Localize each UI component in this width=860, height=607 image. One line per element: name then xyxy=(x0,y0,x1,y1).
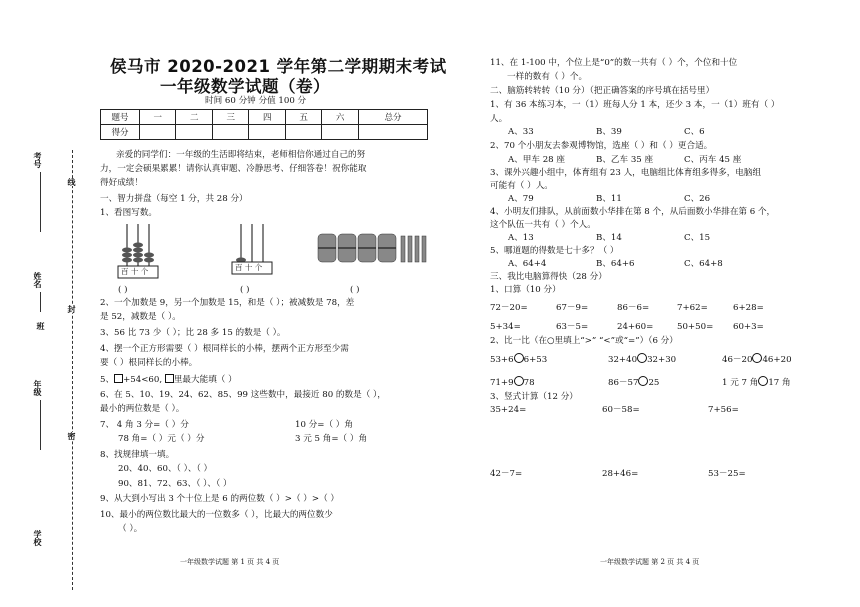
compare-right: 25 xyxy=(648,378,660,388)
binding-label-xingming: 姓名 xyxy=(33,272,43,288)
score-header: 总分 xyxy=(358,110,427,125)
oral-problem[interactable]: 5+34= xyxy=(490,322,521,332)
choice-option[interactable]: C、64+8 xyxy=(684,259,723,269)
score-table xyxy=(100,109,428,140)
question-7d: 3 元 5 角=（ ）角 xyxy=(295,434,368,444)
score-header: 题号 xyxy=(101,110,140,125)
intro-line: 亲爱的同学们：一年级的生活即将结束，老师相信你通过自己的努 xyxy=(116,150,366,160)
choice-4: 4、小明友们排队，从前面数小华排在第 8 个，从后面数小华排在第 6 个， xyxy=(490,207,776,217)
intro-line: 得好成绩！ xyxy=(100,178,143,188)
abacus-label: 百 十 个 xyxy=(121,267,149,276)
compare-right: 6+53 xyxy=(523,355,548,365)
page-footer: 一年级数学试题 第 1 页 共 4 页 xyxy=(180,558,280,566)
score-cell[interactable] xyxy=(358,125,427,140)
vertical-calc-heading: 3、竖式计算（12 分） xyxy=(490,392,578,402)
question-4-cont: 要（ ）根同样长的小棒。 xyxy=(100,358,198,368)
question-5 xyxy=(100,374,237,386)
choice-option[interactable]: A、甲车 28 座 xyxy=(508,155,565,165)
choice-3-cont: 可能有（ ）人。 xyxy=(490,181,553,191)
question-11-cont: 一样的数有（ ）个。 xyxy=(507,72,588,82)
exam-title-line2: 一年级数学试题（卷） xyxy=(160,77,330,96)
score-header: 三 xyxy=(212,110,248,125)
compare-right: 46+20 xyxy=(762,355,792,365)
score-cell[interactable] xyxy=(322,125,358,140)
question-9: 9、从大到小写出 3 个十位上是 6 的两位数（ ）>（ ）>（ ） xyxy=(100,494,339,504)
choice-option[interactable]: B、39 xyxy=(596,127,622,137)
score-cell[interactable] xyxy=(212,125,248,140)
compare-heading: 2、比一比（在○里填上“>” “<”或“=”）（6 分） xyxy=(490,336,678,346)
compare-circle-icon[interactable] xyxy=(637,353,647,363)
exam-subtitle: 时间 60 分钟 分值 100 分 xyxy=(205,96,307,106)
score-header: 四 xyxy=(249,110,285,125)
score-header: 二 xyxy=(176,110,212,125)
answer-blank[interactable]: ( ) xyxy=(350,285,360,295)
oral-problem[interactable]: 24+60= xyxy=(617,322,654,332)
vertical-calc-problem[interactable]: 28+46= xyxy=(602,469,639,479)
question-4: 4、摆一个正方形需要（ ）根同样长的小棒，摆两个正方形至少需 xyxy=(100,344,349,354)
choice-option[interactable]: B、64+6 xyxy=(596,259,635,269)
binding-fill-kaohao xyxy=(40,172,41,232)
vertical-calc-problem[interactable]: 35+24= xyxy=(490,405,527,415)
vertical-calc-problem[interactable]: 53－25= xyxy=(708,469,746,479)
compare-right: 32+30 xyxy=(647,355,677,365)
oral-problem[interactable]: 67－9= xyxy=(556,303,589,313)
question-7c: 78 角=（ ）元（ ）分 xyxy=(118,434,205,444)
compare-left: 46－20 xyxy=(722,355,753,365)
oral-problem[interactable]: 6+28= xyxy=(733,303,764,313)
vertical-calc-problem[interactable]: 7+56= xyxy=(708,405,739,415)
compare-right: 17 角 xyxy=(768,378,791,388)
binding-label-ban: 班 xyxy=(36,322,46,330)
binding-label-xuexiao: 学校 xyxy=(33,530,43,546)
choice-option[interactable]: C、丙车 45 座 xyxy=(684,155,742,165)
compare-circle-icon[interactable] xyxy=(758,376,768,386)
binding-fill-nianji xyxy=(40,400,41,450)
question-1: 1、看图写数。 xyxy=(100,208,158,218)
square-box-icon[interactable] xyxy=(114,374,123,383)
score-cell[interactable] xyxy=(140,125,176,140)
compare-right: 78 xyxy=(523,378,535,388)
score-cell[interactable] xyxy=(176,125,212,140)
question-3: 3、56 比 73 少（ ）；比 28 多 15 的数是（ ）。 xyxy=(100,328,286,338)
fold-mark-mi: 密 xyxy=(67,432,77,440)
binding-label-kaohao: 考号 xyxy=(33,152,43,168)
compare-circle-icon[interactable] xyxy=(752,353,762,363)
answer-blank[interactable]: ( ) xyxy=(118,285,128,295)
question-5-prefix: 5、 xyxy=(100,375,115,385)
choice-option[interactable]: A、79 xyxy=(508,194,534,204)
score-header: 五 xyxy=(285,110,321,125)
choice-option[interactable]: B、11 xyxy=(596,194,622,204)
choice-option[interactable]: B、14 xyxy=(596,233,622,243)
compare-item xyxy=(722,376,791,389)
choice-option[interactable]: C、15 xyxy=(684,233,711,243)
question-6: 6、在 5、10、19、24、62、85、99 这些数中，最接近 80 的数是（ ）， xyxy=(100,390,386,400)
choice-4-cont: 这个队伍一共有（ ）个人。 xyxy=(490,220,596,230)
compare-left: 32+40 xyxy=(608,355,638,365)
compare-left: 1 元 7 角 xyxy=(722,378,759,388)
score-table-header-row xyxy=(101,110,428,125)
intro-line: 力，一定会硕果累累！请你认真审题、冷静思考、仔细答卷！祝你能取 xyxy=(100,164,367,174)
square-box-icon[interactable] xyxy=(165,374,174,383)
choice-5: 5、哪道题的得数是七十多？（ ） xyxy=(490,246,619,256)
oral-problem[interactable]: 72－20= xyxy=(490,303,528,313)
question-10: 10、最小的两位数比最大的一位数多（ ），比最大的两位数少 xyxy=(100,510,333,520)
score-header: 一 xyxy=(140,110,176,125)
oral-problem[interactable]: 63－5= xyxy=(556,322,589,332)
oral-problem[interactable]: 50+50= xyxy=(677,322,714,332)
page-footer: 一年级数学试题 第 2 页 共 4 页 xyxy=(600,558,700,566)
compare-item xyxy=(490,353,547,366)
choice-1-cont: 人。 xyxy=(490,114,508,124)
compare-left: 86－57 xyxy=(608,378,639,388)
compare-left: 71+9 xyxy=(490,378,514,388)
question-6-cont: 最小的两位数是（ ）。 xyxy=(100,404,185,414)
fold-mark-xian: 线 xyxy=(67,178,77,186)
question-8a: 20、40、60、（ ）、（ ） xyxy=(118,464,213,474)
question-7b: 10 分=（ ）角 xyxy=(295,420,353,430)
choice-1: 1、有 36 本练习本，一（1）班每人分 1 本，还少 3 本，一（1）班有（ ） xyxy=(490,100,780,110)
compare-item xyxy=(608,353,676,366)
choice-option[interactable]: A、64+4 xyxy=(508,259,547,269)
section-1-heading: 一、智力拼盘（每空 1 分，共 28 分） xyxy=(100,194,248,204)
choice-option[interactable]: C、26 xyxy=(684,194,711,204)
compare-item xyxy=(608,376,659,389)
abacus-icon xyxy=(230,222,274,282)
compare-circle-icon[interactable] xyxy=(514,353,524,363)
binding-fill-xingming xyxy=(40,292,41,312)
question-11: 11、在 1-100 中，个位上是“0”的数一共有（ ）个，个位和十位 xyxy=(490,58,738,68)
binding-line xyxy=(72,150,73,590)
vertical-calc-problem[interactable]: 60－58= xyxy=(602,405,640,415)
counting-sticks-icon xyxy=(316,228,436,268)
compare-left: 53+6 xyxy=(490,355,514,365)
question-10-cont: （ ）。 xyxy=(118,524,143,534)
answer-blank[interactable]: ( ) xyxy=(240,285,250,295)
choice-2: 2、70 个小朋友去参观博物馆，选座（ ）和（ ）更合适。 xyxy=(490,141,713,151)
score-cell[interactable] xyxy=(249,125,285,140)
oral-problem[interactable]: 86－6= xyxy=(617,303,650,313)
abacus-label: 百 十 个 xyxy=(235,263,263,272)
section-3-heading: 三、我比电脑算得快（28 分） xyxy=(490,272,607,282)
question-7a: 7、 4 角 3 分=（ ）分 xyxy=(100,420,189,430)
score-table-row xyxy=(101,125,428,140)
section-2-heading: 二、脑筋转转转（10 分）（把正确答案的序号填在括号里） xyxy=(490,86,715,96)
oral-problem[interactable]: 7+62= xyxy=(677,303,708,313)
compare-circle-icon[interactable] xyxy=(638,376,648,386)
choice-option[interactable]: A、13 xyxy=(508,233,534,243)
fold-mark-feng: 封 xyxy=(67,305,77,313)
question-8b: 90、81、72、63、（ ）、（ ） xyxy=(118,479,232,489)
compare-circle-icon[interactable] xyxy=(514,376,524,386)
abacus-icon xyxy=(116,222,160,282)
oral-heading: 1、口算（10 分） xyxy=(490,285,561,295)
choice-option[interactable]: A、33 xyxy=(508,127,534,137)
exam-title-line1: 侯马市 2020-2021 学年第二学期期末考试 xyxy=(110,57,447,76)
score-header: 六 xyxy=(322,110,358,125)
vertical-calc-problem[interactable]: 42－7= xyxy=(490,469,523,479)
choice-3: 3、课外兴趣小组中，体育组有 23 人，电脑组比体育组多得多，电脑组 xyxy=(490,168,762,178)
question-2-cont: 是 52，减数是（ ）。 xyxy=(100,312,181,322)
question-5-end: 里最大能填（ ） xyxy=(173,375,237,385)
score-cell[interactable] xyxy=(285,125,321,140)
score-row-label: 得分 xyxy=(101,125,140,140)
compare-item xyxy=(722,353,792,366)
choice-option[interactable]: B、乙车 35 座 xyxy=(596,155,654,165)
question-5-mid: +54<60, xyxy=(123,375,163,385)
question-2: 2、一个加数是 9，另一个加数是 15，和是（ ）；被减数是 78，差 xyxy=(100,298,355,308)
choice-option[interactable]: C、6 xyxy=(684,127,705,137)
compare-item xyxy=(490,376,535,389)
question-8: 8、找规律填一填。 xyxy=(100,450,175,460)
binding-label-nianji: 年级 xyxy=(33,380,43,396)
oral-problem[interactable]: 60+3= xyxy=(733,322,764,332)
